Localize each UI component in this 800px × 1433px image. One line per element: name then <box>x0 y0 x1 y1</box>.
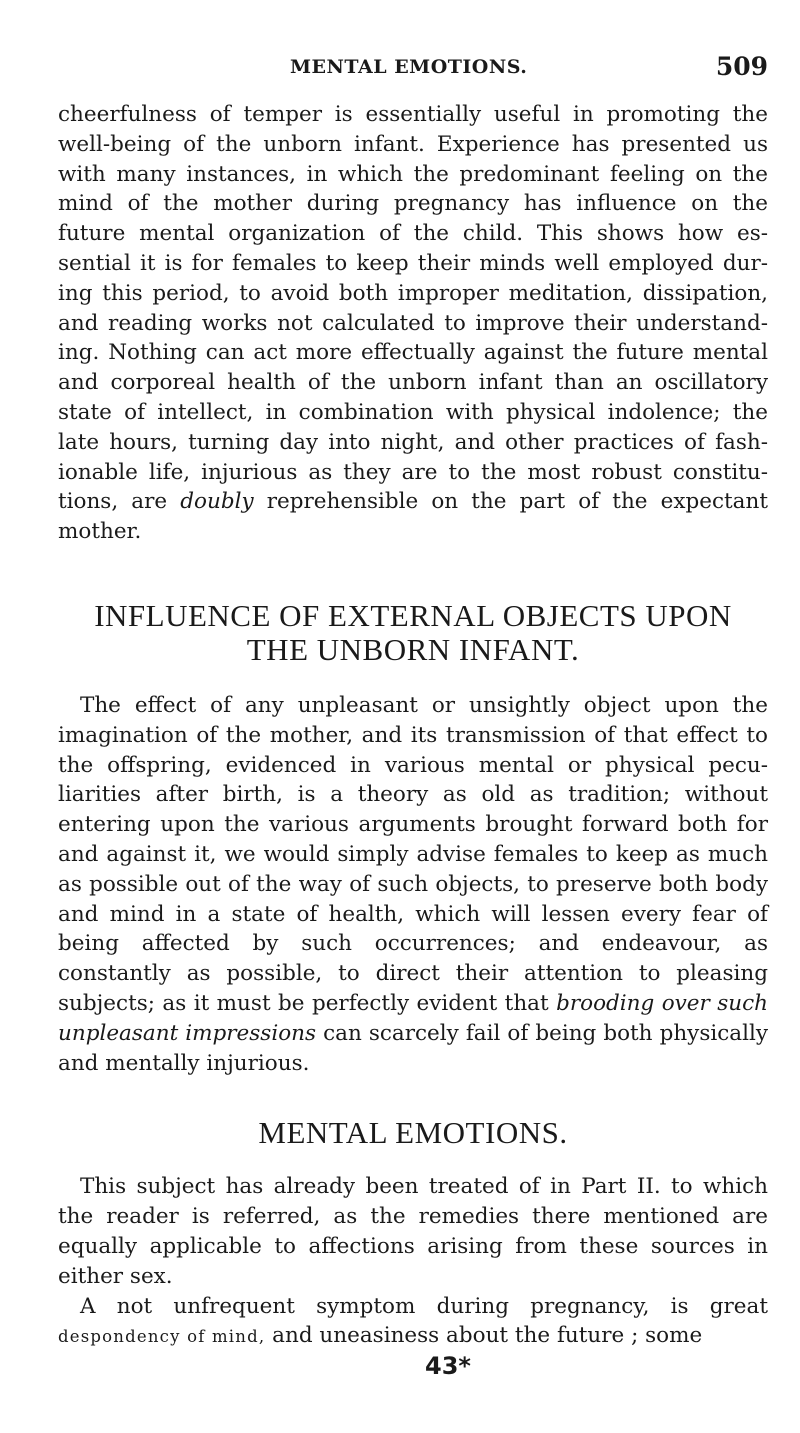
paragraph-external-objects: The effect of any unpleasant or unsightly object upon the imagination of the mother, and its transmission of that effect to the offspring, evidenced in various mental or physical peculiarities after birth, is a theory as old as tradition; without entering upon the various arguments brought forward both for and against it, we would simply advise females to keep as much as possible out of the way of such objects, to preserve both body and mind in a state of health, which will lessen every fear of being affected by such occurrences; and endeavour, as constantly as possible, to direct their attention to pleasing subjects; as it must be perfectly evident that brooding over such unpleasant impressions can scarcely fail of being both physically and mentally injurious. <box>58 692 768 1076</box>
paragraph-cheerfulness: cheerfulness of temper is essentially useful in promoting the well-being of the unborn infant. Experience has presented us with many instances, in which the predominant feeling on the mind of the mother during pregnancy has influence on the future mental organization of the child. This shows how essential it is for females to keep their minds well employed during this period, to avoid both improper meditation, dissipation, and reading works not calculated to improve their understanding. Nothing can act more effectually against the future mental and corporeal health of the unborn infant than an oscillatory state of intellect, in combination with physical indolence; the late hours, turning day into night, and other practices of fashionable life, injurious as they are to the most robust constitutions, are doubly reprehensible on the part of the expectant mother. <box>58 102 768 545</box>
book-page <box>58 0 768 1380</box>
signature-mark: 43* <box>425 1352 471 1381</box>
section-heading-mental-emotions: MENTAL EMOTIONS. <box>258 1115 568 1151</box>
smallcaps-despondency: despondency of mind, <box>58 1327 266 1347</box>
italic-brooding: brooding over such unpleasant impressions <box>58 990 768 1046</box>
running-head <box>58 52 768 100</box>
section-heading-influence: INFLUENCE OF EXTERNAL OBJECTS UPON THE UNBORN INFANT. <box>94 597 732 667</box>
paragraph-subject-treated: This subject has already been treated of in Part II. to which the reader is referred, as the remedies there mentioned are equally applicable to affections arising from these sources in either sex. <box>58 1174 768 1289</box>
paragraph-despondency: A not unfrequent symptom during pregnancy, is great despondency of mind, and uneasiness about the future ; some <box>58 1293 768 1349</box>
page-number: 509 <box>715 52 768 81</box>
italic-doubly: doubly <box>180 489 254 515</box>
running-title: MENTAL EMOTIONS. <box>290 56 528 78</box>
